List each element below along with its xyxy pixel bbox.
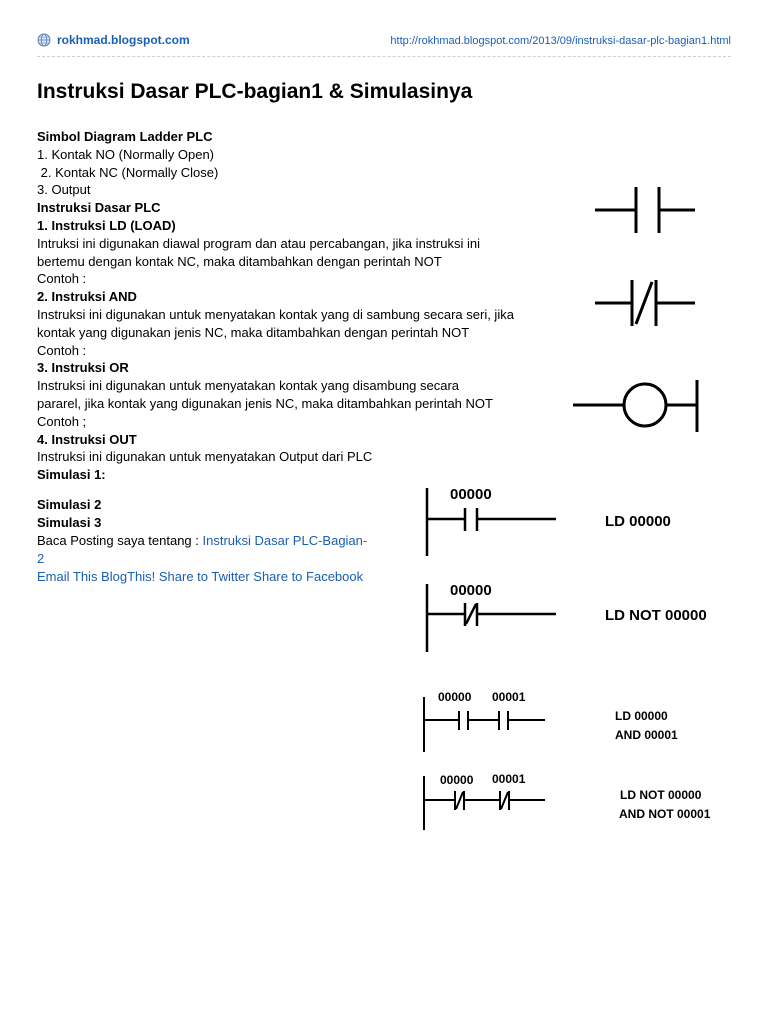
or-heading: 3. Instruksi OR (37, 360, 129, 376)
ld-example: Contoh : (37, 271, 87, 287)
page-url[interactable]: http://rokhmad.blogspot.com/2013/09/instruksi-dasar-plc-bagian1.html (390, 35, 731, 47)
d2-address: 00000 (450, 582, 492, 599)
diagram-and (424, 690, 678, 752)
or-example: Contoh ; (37, 413, 87, 429)
d2-code: LD NOT 00000 (605, 607, 707, 624)
site-name[interactable]: rokhmad.blogspot.com (57, 33, 190, 47)
and-example: Contoh : (37, 342, 87, 358)
d4-code-1: LD NOT 00000 (620, 788, 702, 802)
d3-code-2: AND 00001 (615, 728, 678, 742)
symbol-no-contact (595, 187, 695, 233)
symbol-nc-contact (595, 280, 695, 326)
symbol-output-coil (573, 380, 697, 432)
read-link[interactable]: Instruksi Dasar PLC-Bagian- (202, 533, 368, 548)
d4-address-b: 00001 (492, 772, 526, 786)
and-text: kontak yang digunakan jenis NC, maka ditambahkan dengan perintah NOT (37, 324, 470, 340)
d4-code-2: AND NOT 00001 (619, 807, 711, 821)
d1-address: 00000 (450, 486, 492, 503)
sim1-label: Simulasi 1: (37, 467, 106, 483)
ld-text: bertemu dengan kontak NC, maka ditambahkan dengan perintah NOT (37, 253, 442, 269)
symbol-item: 3. Output (37, 182, 91, 198)
and-text: Instruksi ini digunakan untuk menyatakan kontak yang di sambung secara seri, jika (37, 306, 514, 322)
and-heading: 2. Instruksi AND (37, 289, 137, 305)
d4-address-a: 00000 (440, 773, 474, 787)
d1-code: LD 00000 (605, 513, 671, 530)
read-prefix: Baca Posting saya tentang : (37, 533, 203, 548)
out-heading: 4. Instruksi OUT (37, 431, 137, 447)
page-title: Instruksi Dasar PLC-bagian1 & Simulasinya (37, 80, 473, 103)
symbols-heading: Simbol Diagram Ladder PLC (37, 129, 213, 144)
d3-address-a: 00000 (438, 690, 472, 704)
symbol-item: 1. Kontak NO (Normally Open) (37, 146, 215, 162)
or-text: pararel, jika kontak yang digunakan jenis NC, maka ditambahkan perintah NOT (37, 395, 493, 411)
sim3-label: Simulasi 3 (37, 515, 102, 530)
basic-heading: Instruksi Dasar PLC (37, 200, 161, 216)
read-link-continued[interactable]: 2 (37, 551, 45, 566)
diagram-ld-not (427, 582, 707, 652)
d3-code-1: LD 00000 (615, 709, 668, 723)
ld-heading: 1. Instruksi LD (LOAD) (37, 217, 176, 233)
out-text: Instruksi ini digunakan untuk menyatakan Output dari PLC (37, 449, 373, 465)
sim2-label: Simulasi 2 (37, 497, 102, 512)
or-text: Instruksi ini digunakan untuk menyatakan kontak yang disambung secara (37, 378, 460, 394)
share-links[interactable]: Email This BlogThis! Share to Twitter Share to Facebook (37, 569, 364, 584)
ld-text: Intruksi ini digunakan diawal program dan atau percabangan, jika instruksi ini (37, 235, 480, 251)
diagram-and-not (424, 772, 711, 830)
symbol-item: 2. Kontak NC (Normally Close) (37, 164, 219, 180)
d3-address-b: 00001 (492, 690, 526, 704)
diagram-ld (427, 486, 671, 556)
